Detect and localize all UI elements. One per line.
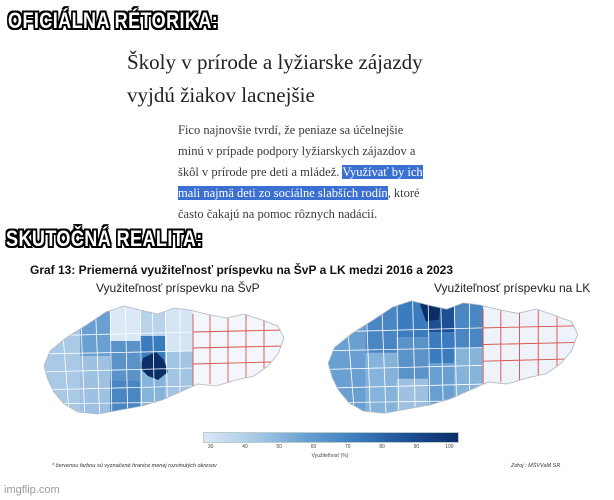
- headline-line-1: Školy v prírode a lyžiarske zájazdy: [127, 50, 423, 74]
- legend-tick: 80: [379, 444, 385, 450]
- article-line-3: [178, 162, 478, 183]
- figure-source: Zdroj : MŠVVaM SR: [511, 463, 561, 469]
- article-headline: [127, 46, 527, 112]
- map-lk-districts: [324, 290, 584, 423]
- legend-ticks: [203, 443, 457, 453]
- highlighted-text-1: Využívať by ich: [342, 165, 423, 179]
- figure-footnote: * červenou farbou sú vyznačené hranice menej rozvinutých okresov: [52, 463, 217, 469]
- legend-label: Využiteľnosť (%): [311, 453, 349, 459]
- legend-tick: 40: [242, 444, 248, 450]
- article-line-4-plain: , ktoré: [387, 186, 420, 200]
- caption-actual-reality: SKUTOČNÁ REALITA:: [6, 226, 203, 251]
- legend-tick: 30: [207, 444, 214, 450]
- highlighted-text-2: mali najmä deti zo sociálne slabších rodín: [178, 186, 388, 200]
- legend-tick: 50: [276, 444, 282, 450]
- legend-tick: 90: [413, 444, 420, 450]
- article-line-2: minú v prípade podpory lyžiarskych zájazdov a: [178, 144, 416, 158]
- legend-tick: 60: [310, 444, 317, 450]
- map-svp: [40, 296, 290, 424]
- article-line-3-plain: škôl v prírode pre deti a mládež.: [178, 165, 340, 179]
- article-body: [178, 120, 478, 225]
- legend-gradient-bar: [203, 432, 459, 443]
- watermark: imgflip.com: [4, 484, 60, 496]
- map-lk: [324, 290, 584, 424]
- headline-line-2: vyjdú žiakov lacnejšie: [127, 83, 315, 107]
- map-svp-districts: [40, 296, 290, 424]
- article-line-5: často čakajú na pomoc rôznych nadácií.: [178, 207, 378, 221]
- figure-title: Graf 13: Priemerná využiteľnosť príspevku na ŠvP a LK medzi 2016 a 2023: [30, 263, 454, 277]
- article-line-4: [178, 183, 478, 204]
- article-line-1: Fico najnovšie tvrdí, že peniaze sa účelnejšie: [178, 123, 404, 137]
- map-right-title: Využiteľnosť príspevku na LK: [434, 281, 591, 295]
- legend-tick: 100: [445, 444, 454, 450]
- caption-official-rhetoric: OFICIÁLNA RÉTORIKA:: [8, 8, 219, 33]
- legend-tick: 70: [344, 444, 351, 450]
- color-legend: [203, 432, 457, 459]
- map-left-title: Využiteľnosť príspevku na ŠvP: [96, 281, 260, 295]
